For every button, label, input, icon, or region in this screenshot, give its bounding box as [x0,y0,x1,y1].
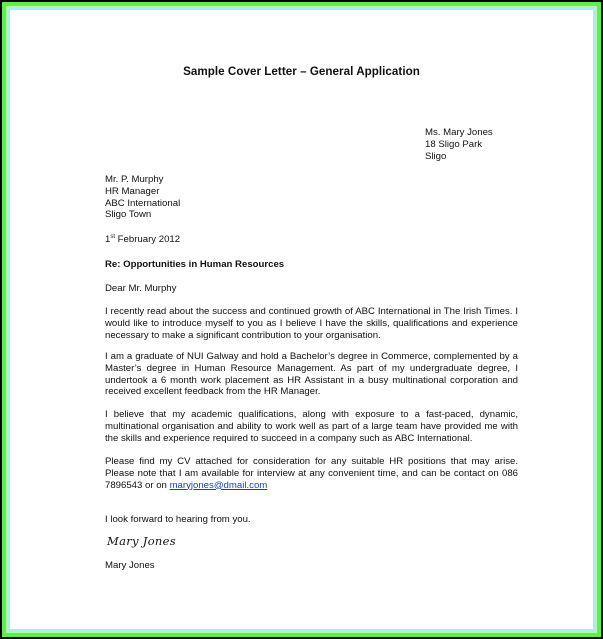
green-border [2,2,601,637]
date-day: 1 [105,234,111,245]
letter-page [10,10,593,629]
date-rest: February 2012 [115,234,181,245]
recipient-address [105,174,180,221]
letter-title: Sample Cover Letter – General Application [183,65,420,78]
body-paragraph-2: I am a graduate of NUI Galway and hold a Bachelor’s degree in Commerce, complemented by a Master’s degree in Human Resource Management. As part of my undergraduate degree, I undertook a 6 month work placement as HR Assistant in a busy multinational corporation and received excellent feedback from the HR Manager. [105,351,518,398]
recipient-town: Sligo Town [105,209,152,221]
email-link[interactable]: maryjones@dmail.com [169,479,268,491]
body-paragraph-3: I believe that my academic qualifications, along with exposure to a fast-paced, dynamic, multinational organisation and ability to work well as part of a large team have provided me with the skills and experience required to succeed in a company such as ABC International. [105,409,518,444]
body-paragraph-1: I recently read about the success and continued growth of ABC International in The Irish Times. I would like to introduce myself to you as I believe I have the skills, qualifications and experience necessary to make a significant contribution to your organisation. [105,306,518,341]
contact-text: Please find my CV attached for consideration for any suitable HR positions that may arise. Please note that I am available for interview at any convenient time, and can be contact on 086 7896543 or on [105,456,518,491]
date-suffix: st [110,234,116,240]
typed-name: Mary Jones [105,560,155,571]
salutation: Dear Mr. Murphy [105,283,177,294]
recipient-position: HR Manager [105,185,160,197]
handwritten-signature: Mary Jones [107,534,176,548]
subject-line: Re: Opportunities in Human Resources [105,259,285,270]
sender-name: Ms. Mary Jones [425,127,493,138]
light-green-border [6,6,597,633]
contact-paragraph [105,456,518,491]
closing-line: I look forward to hearing from you. [105,514,251,525]
recipient-company: ABC International [105,197,181,209]
sender-address-line1: 18 Sligo Park [425,138,483,150]
letter-date [105,234,180,246]
light-blue-border [7,7,596,632]
sender-address [425,127,493,162]
sender-address-line2: Sligo [425,150,447,162]
recipient-name: Mr. P. Murphy [105,174,164,185]
